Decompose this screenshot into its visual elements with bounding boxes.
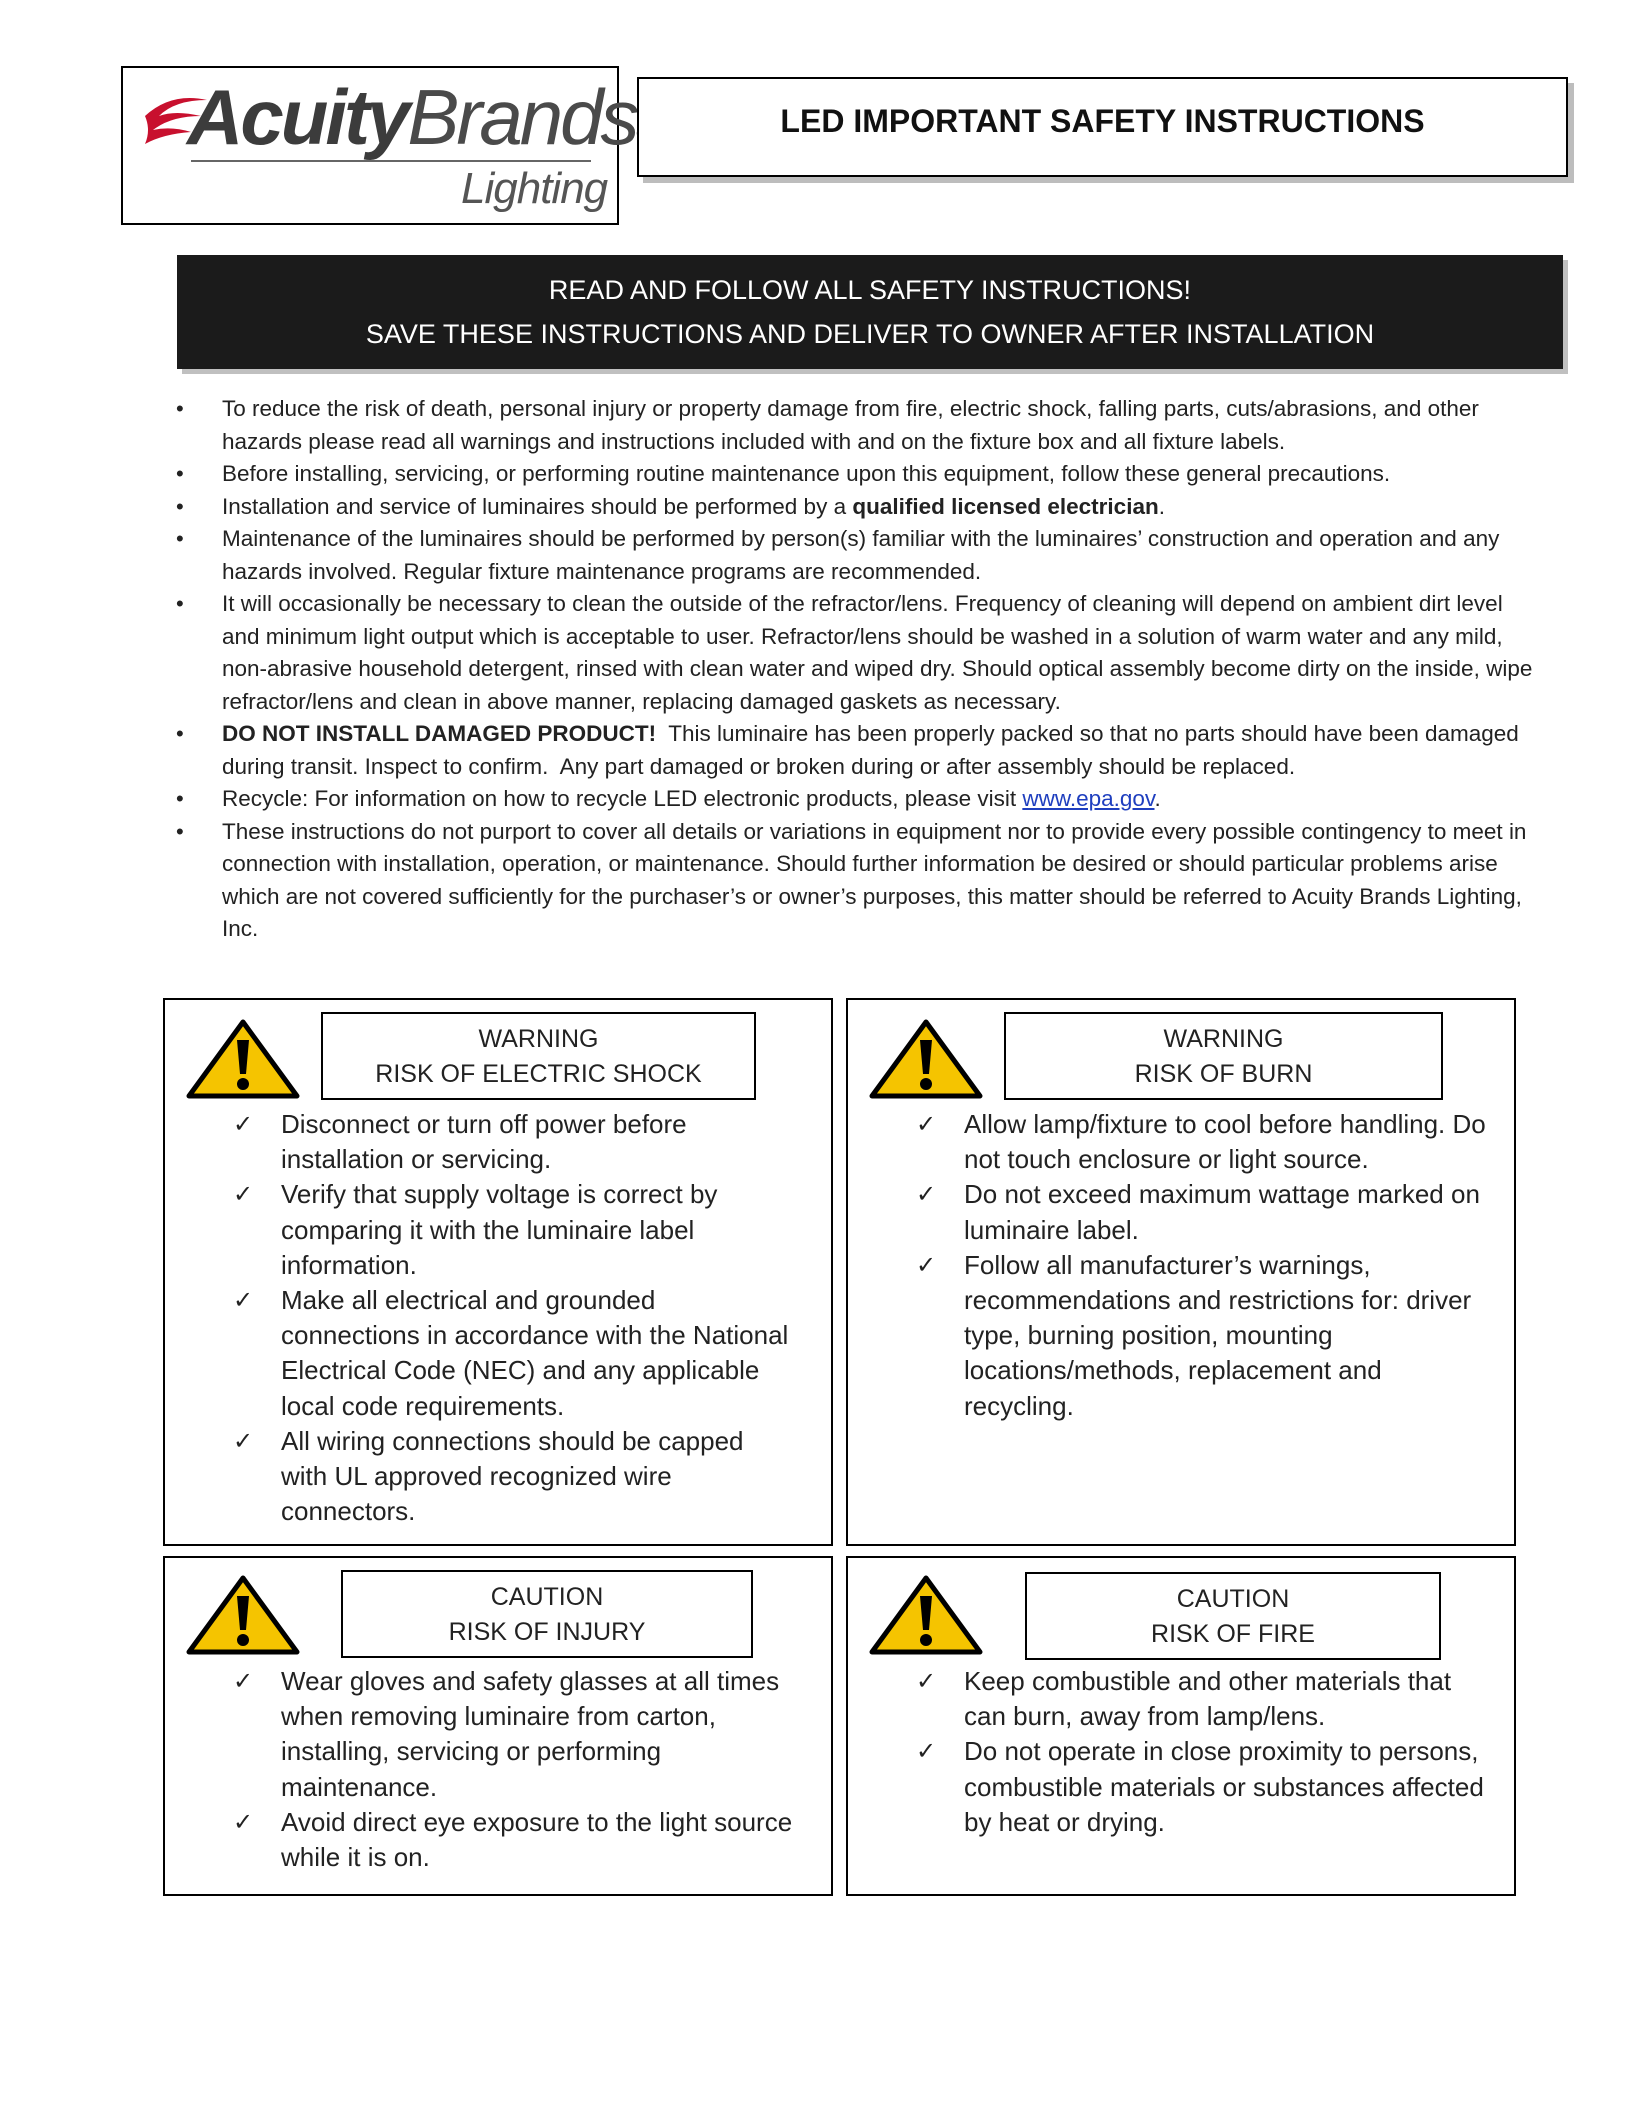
list-item (233, 1424, 793, 1530)
list-item (233, 1107, 793, 1177)
instruction-list (916, 1664, 1486, 1840)
check-icon: ✓ (233, 1427, 254, 1455)
list-item (172, 816, 1542, 946)
bullet-icon: • (176, 396, 184, 421)
list-item (233, 1805, 793, 1875)
check-icon: ✓ (233, 1668, 254, 1695)
list-item (916, 1734, 1486, 1840)
list-item (172, 523, 1542, 588)
list-item (172, 783, 1542, 816)
banner-line-1: READ AND FOLLOW ALL SAFETY INSTRUCTIONS! (548, 275, 1192, 305)
banner-line-2: SAVE THESE INSTRUCTIONS AND DELIVER TO OWNER AFTER INSTALLATION (365, 319, 1375, 349)
label-severity: CAUTION (1176, 1585, 1290, 1613)
list-item-text: These instructions do not purport to cover all details or variations in equipment nor to provide every possible contingency to meet in connection with installation, operation, or maintenance. Should further information be desired or should particular problems arise which are not covered sufficiently for the purchaser’s or owner’s purposes, this matter should be referred to Acuity Brands Lighting, Inc. (222, 818, 1527, 941)
label-severity: WARNING (478, 1025, 599, 1053)
list-item (233, 1177, 793, 1283)
list-item-text: . (1154, 786, 1161, 811)
list-item (916, 1248, 1486, 1424)
warning-triangle-icon (185, 1574, 301, 1656)
list-item-text: Verify that supply voltage is correct by comparing it with the luminaire label information. (281, 1179, 718, 1280)
check-icon: ✓ (916, 1111, 937, 1138)
bullet-icon: • (176, 721, 184, 746)
check-icon: ✓ (916, 1181, 937, 1209)
instruction-list (233, 1664, 793, 1875)
logo-brand-bold: Acuity (187, 73, 408, 161)
logo-rule (191, 160, 591, 162)
instruction-list (233, 1107, 793, 1529)
logo-brand-light: Brands (407, 73, 637, 161)
check-icon: ✓ (233, 1808, 254, 1836)
warning-triangle-icon (185, 1018, 301, 1100)
label-risk: RISK OF ELECTRIC SHOCK (375, 1060, 702, 1088)
list-item (916, 1107, 1486, 1177)
list-item-text: Recycle: For information on how to recycle LED electronic products, please visit (222, 786, 1023, 811)
bullet-icon: • (176, 786, 184, 811)
list-item-text: Avoid direct eye exposure to the light source while it is on. (281, 1806, 793, 1873)
list-item-text: Keep combustible and other materials that can burn, away from lamp/lens. (964, 1666, 1452, 1732)
caution-label (341, 1570, 753, 1658)
list-item-text: To reduce the risk of death, personal injury or property damage from fire, electric shock, falling parts, cuts/abrasions, and other hazards please read all warnings and instructions included with and on the fixture box and all fixture labels. (222, 396, 1479, 454)
check-icon: ✓ (233, 1111, 254, 1138)
list-item-text: Before installing, servicing, or performing routine maintenance upon this equipment, follow these general precautions. (222, 461, 1391, 486)
list-item-text: Maintenance of the luminaires should be performed by person(s) familiar with the luminaires’ construction and operation and any hazards involved. Regular fixture maintenance programs are recommended. (222, 526, 1500, 584)
list-item-text: Make all electrical and grounded connections in accordance with the National Electrical Code (NEC) and any applicable local code requirements. (281, 1285, 789, 1421)
warning-label (321, 1012, 756, 1100)
caution-label (1025, 1572, 1441, 1660)
brand-logo (121, 66, 637, 225)
list-item (172, 718, 1542, 783)
list-item-text: All wiring connections should be capped with UL approved recognized wire connectors. (281, 1425, 744, 1527)
label-risk: RISK OF INJURY (448, 1618, 646, 1646)
document-title: LED IMPORTANT SAFETY INSTRUCTIONS (780, 102, 1425, 139)
list-item-text: Allow lamp/fixture to cool before handling. Do not touch enclosure or light source. (964, 1109, 1486, 1175)
bullet-icon: • (176, 493, 184, 519)
panel-burn (846, 998, 1516, 1546)
list-item-text: Do not operate in close proximity to persons, combustible materials or substances affected by heat or drying. (964, 1736, 1484, 1837)
instruction-list (916, 1107, 1486, 1424)
qualified-electrician-text: qualified licensed electrician (852, 493, 1159, 519)
list-item-text: This luminaire has been properly packed so that no parts should have been damaged during transit. Inspect to confirm. Any part damaged or broken during or after assembly should be replaced. (222, 721, 1526, 779)
check-icon: ✓ (916, 1668, 937, 1695)
list-item (172, 491, 1542, 524)
list-item-text: Disconnect or turn off power before installation or servicing. (281, 1109, 687, 1175)
panel-electric-shock (163, 998, 833, 1546)
check-icon: ✓ (916, 1738, 937, 1766)
logo-subtitle: Lighting (461, 164, 608, 213)
check-icon: ✓ (916, 1251, 937, 1279)
list-item-text: It will occasionally be necessary to clean the outside of the refractor/lens. Frequency of cleaning will depend on ambient dirt level and minimum light output which is acceptable to user. Refractor/lens should be washed in a solution of warm water and any mild, non-abrasive household detergent, rinsed with clean water and wiped dry. Should optical assembly become dirty on the inside, wipe refractor/lens and clean in above manner, replacing damaged gaskets as necessary. (222, 591, 1533, 714)
list-item (172, 393, 1542, 458)
check-icon: ✓ (233, 1181, 254, 1209)
check-icon: ✓ (233, 1287, 254, 1315)
label-risk: RISK OF FIRE (1151, 1620, 1315, 1648)
bullet-icon: • (176, 818, 184, 844)
label-severity: WARNING (1163, 1025, 1284, 1053)
warning-triangle-icon (868, 1018, 984, 1100)
warning-label (1004, 1012, 1443, 1100)
list-item-text: Do not exceed maximum wattage marked on luminaire label. (964, 1179, 1480, 1245)
list-item (172, 458, 1542, 491)
list-item-text: Wear gloves and safety glasses at all times when removing luminaire from carton, installing, servicing or performing maintenance. (281, 1666, 780, 1802)
list-item (172, 588, 1542, 718)
list-item-text: Installation and service of luminaires should be performed by a (222, 493, 853, 519)
warning-triangle-icon (868, 1574, 984, 1656)
document-title-box (637, 77, 1568, 177)
list-item-text: Follow all manufacturer’s warnings, recommendations and restrictions for: driver type, burning position, mounting locations/methods, replacement and recycling. (964, 1249, 1472, 1421)
general-precautions-list (172, 393, 1542, 946)
epa-link[interactable]: www.epa.gov (1022, 786, 1155, 811)
bullet-icon: • (176, 461, 184, 486)
panel-injury (163, 1556, 833, 1896)
list-item (916, 1664, 1486, 1734)
label-severity: CAUTION (490, 1583, 604, 1611)
list-item-text: . (1158, 493, 1165, 519)
panel-fire (846, 1556, 1516, 1896)
bullet-icon: • (176, 591, 184, 616)
damaged-product-warning: DO NOT INSTALL DAMAGED PRODUCT! (222, 721, 657, 746)
list-item (233, 1283, 793, 1424)
list-item (916, 1177, 1486, 1247)
label-risk: RISK OF BURN (1134, 1060, 1313, 1088)
safety-banner (177, 255, 1563, 369)
bullet-icon: • (176, 526, 184, 551)
list-item (233, 1664, 793, 1805)
logo-wordmark (187, 72, 647, 163)
